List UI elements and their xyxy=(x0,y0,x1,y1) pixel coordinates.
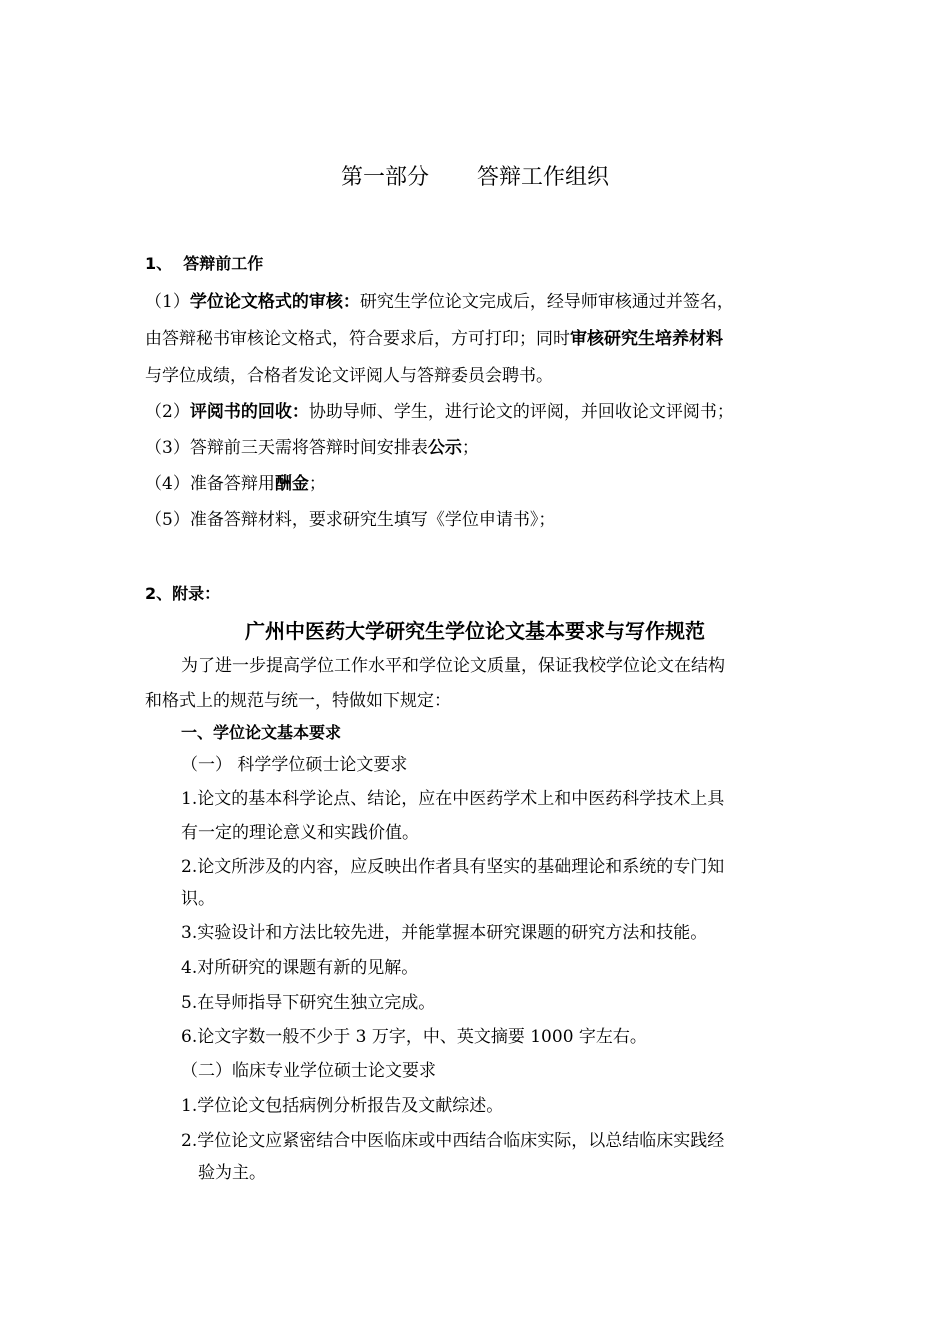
sub1-item: 4.对所研究的课题有新的见解。 xyxy=(181,958,419,978)
part1-heading: 一、学位论文基本要求 xyxy=(181,723,342,742)
item3-line xyxy=(145,437,479,459)
item4-text: （4）准备答辩用 xyxy=(145,474,275,494)
item4-bold: 酬金 xyxy=(274,474,309,494)
item2-bold: 评阅书的回收： xyxy=(189,402,309,422)
sub1-item: 1.论文的基本科学论点、结论，应在中医药学术上和中医药科学技术上具 xyxy=(181,789,725,809)
section-name: 答辩工作组织 xyxy=(477,165,610,190)
sub2-heading: （二）临床专业学位硕士论文要求 xyxy=(181,1061,436,1081)
sub1-item: 识。 xyxy=(181,889,215,909)
item2-line xyxy=(145,401,734,423)
sub1-item: 6.论文字数一般不少于 3 万字，中、英文摘要 1000 字左右。 xyxy=(181,1027,647,1047)
item2-text: 协助导师、学生，进行论文的评阅，并回收论文评阅书； xyxy=(308,402,734,422)
pre-defense-heading xyxy=(145,253,263,275)
item1-text2: 由答辩秘书审核论文格式，符合要求后，方可打印；同时 xyxy=(145,329,570,349)
heading-number: 1、 xyxy=(145,254,173,273)
item1-line3 xyxy=(145,365,553,387)
sub2-item: 验为主。 xyxy=(198,1163,266,1183)
sub2-item: 2.学位论文应紧密结合中医临床或中西结合临床实际，以总结临床实践经 xyxy=(181,1131,725,1151)
document-title: 广州中医药大学研究生学位论文基本要求与写作规范 xyxy=(245,619,705,643)
item1-prefix: （1） xyxy=(145,292,190,312)
heading-text: 答辩前工作 xyxy=(183,254,264,273)
item3-bold: 公示 xyxy=(427,438,462,458)
item1-line1 xyxy=(145,291,734,313)
section-title xyxy=(0,164,950,192)
item1-bold2: 审核研究生培养材料 xyxy=(570,329,723,349)
item1-line2 xyxy=(145,328,723,350)
item3-suffix: ； xyxy=(461,438,479,458)
sub1-item: 3.实验设计和方法比较先进，并能掌握本研究课题的研究方法和技能。 xyxy=(181,923,708,943)
sub1-item: 有一定的理论意义和实践价值。 xyxy=(181,823,419,843)
item1-text3: 与学位成绩，合格者发论文评阅人与答辩委员会聘书。 xyxy=(145,366,553,386)
item2-prefix: （2） xyxy=(145,402,190,422)
item5-text: （5）准备答辩材料，要求研究生填写《学位申请书》； xyxy=(145,510,556,530)
appendix-heading: 2、附录： xyxy=(145,584,221,603)
sub1-heading: （一） 科学学位硕士论文要求 xyxy=(181,755,408,775)
item5-line xyxy=(145,509,555,531)
item3-text: （3）答辩前三天需将答辩时间安排表 xyxy=(145,438,428,458)
item1-bold: 学位论文格式的审核： xyxy=(189,292,360,312)
section-part: 第一部分 xyxy=(340,165,429,190)
intro-line2: 和格式上的规范与统一，特做如下规定： xyxy=(145,691,451,711)
item4-line xyxy=(145,473,326,495)
sub1-item: 2.论文所涉及的内容，应反映出作者具有坚实的基础理论和系统的专门知 xyxy=(181,857,725,877)
item1-text1: 研究生学位论文完成后，经导师审核通过并签名， xyxy=(359,292,734,312)
item4-suffix: ； xyxy=(308,474,326,494)
intro-line1: 为了进一步提高学位工作水平和学位论文质量，保证我校学位论文在结构 xyxy=(181,656,725,676)
sub2-item: 1.学位论文包括病例分析报告及文献综述。 xyxy=(181,1096,504,1116)
sub1-item: 5.在导师指导下研究生独立完成。 xyxy=(181,993,436,1013)
